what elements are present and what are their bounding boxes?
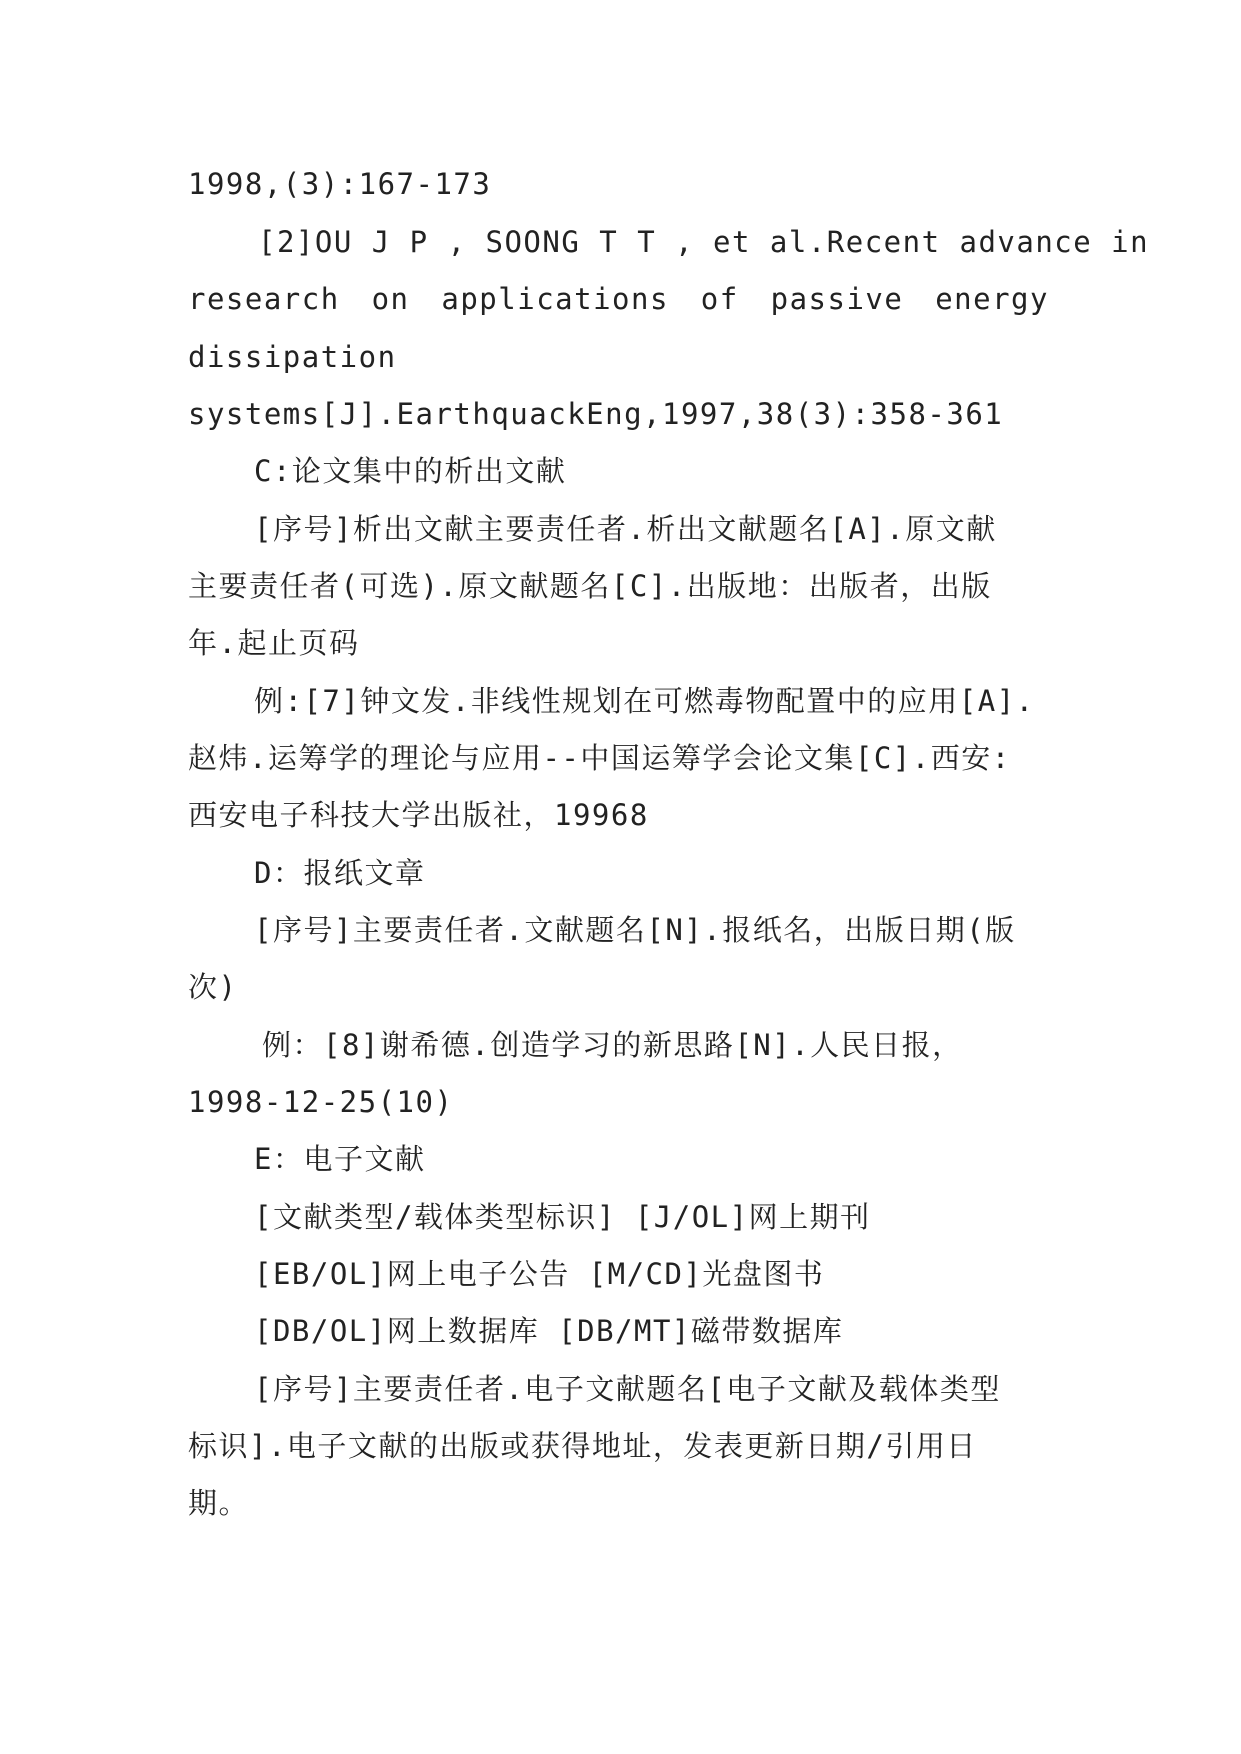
word: applications: [441, 282, 669, 316]
word: on: [371, 282, 410, 316]
example-line: 例:[7]钟文发.非线性规划在可燃毒物配置中的应用[A].: [254, 684, 1035, 718]
text-line: systems[J].EarthquackEng,1997,38(3):358-361: [188, 397, 1004, 431]
format-line: [序号]主要责任者.电子文献题名[电子文献及载体类型: [254, 1372, 1001, 1406]
text-line: 1998,(3):167-173: [188, 167, 492, 201]
type-code-line: [文献类型/载体类型标识] [J/OL]网上期刊: [254, 1200, 871, 1234]
text-line: 期。: [188, 1486, 250, 1520]
section-heading-c: C:论文集中的析出文献: [254, 454, 567, 488]
format-line: [序号]主要责任者.文献题名[N].报纸名，出版日期(版: [254, 913, 1016, 947]
reference-entry-2: [2]OU J P , SOONG T T , et al.Recent advance in: [258, 225, 1150, 259]
word: energy: [935, 282, 1049, 316]
format-line: [序号]析出文献主要责任者.析出文献题名[A].原文献: [254, 512, 997, 546]
text-line: 次): [188, 970, 238, 1004]
text-line: dissipation: [188, 340, 397, 374]
section-heading-d: D：报纸文章: [254, 856, 426, 890]
text-line: 西安电子科技大学出版社，19968: [188, 798, 649, 832]
word: research: [188, 282, 340, 316]
text-line: 标识].电子文献的出版或获得地址，发表更新日期/引用日: [188, 1429, 977, 1463]
word: of: [700, 282, 739, 316]
section-heading-e: E：电子文献: [254, 1142, 426, 1176]
example-line: 例：[8]谢希德.创造学习的新思路[N].人民日报，: [262, 1028, 963, 1062]
text-line: 年.起止页码: [188, 626, 360, 660]
word: passive: [770, 282, 904, 316]
text-line: 1998-12-25(10): [188, 1085, 454, 1119]
text-line: 赵炜.运筹学的理论与应用--中国运筹学会论文集[C].西安:: [188, 741, 1011, 775]
type-code-line: [DB/OL]网上数据库 [DB/MT]磁带数据库: [254, 1314, 844, 1348]
text-line-justified: [188, 279, 1049, 319]
type-code-line: [EB/OL]网上电子公告 [M/CD]光盘图书: [254, 1257, 825, 1291]
text-line: 主要责任者(可选).原文献题名[C].出版地：出版者，出版: [188, 569, 992, 603]
